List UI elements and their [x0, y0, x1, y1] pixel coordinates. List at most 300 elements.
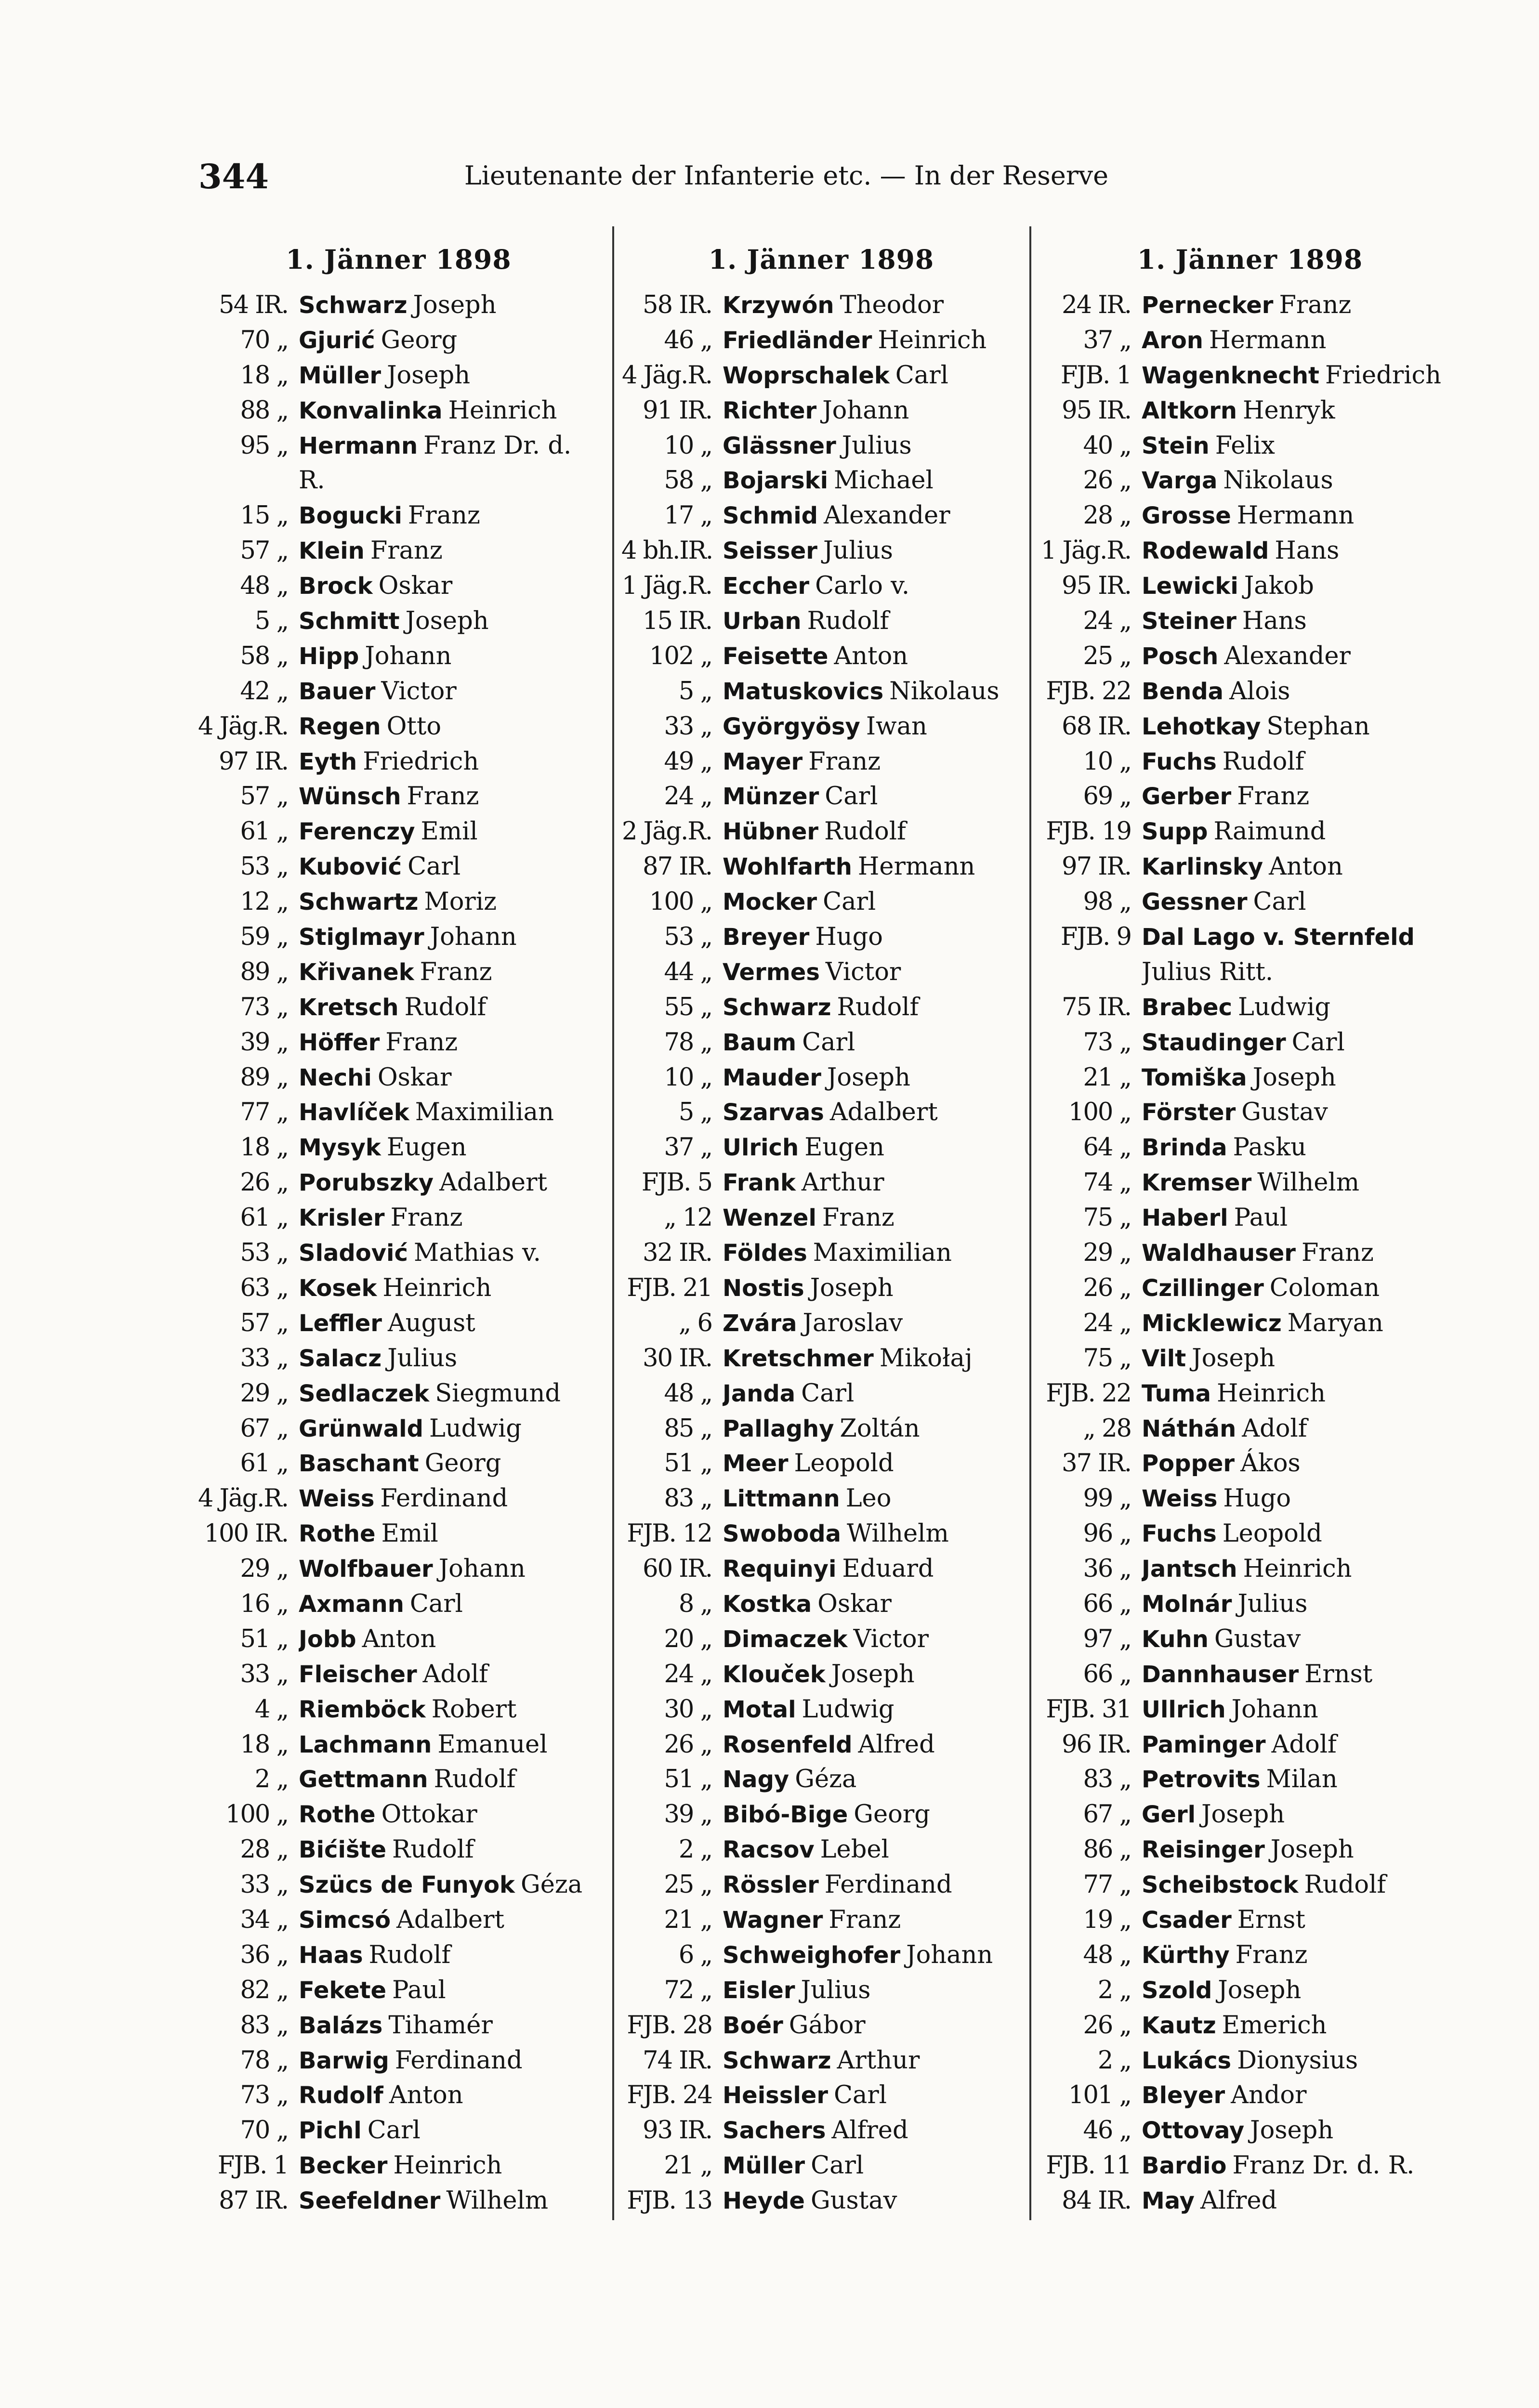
officer-name: [1142, 2113, 1460, 2148]
officer-name: [723, 1832, 1021, 1868]
surname: Bleyer: [1142, 2082, 1225, 2109]
list-item: [621, 1271, 1021, 1306]
officer-name: [1142, 498, 1460, 534]
given-name: Alfred: [831, 2116, 908, 2145]
given-name: Gustav: [810, 2186, 897, 2215]
surname: Kürthy: [1142, 1941, 1230, 1969]
list-item: [621, 1201, 1021, 1236]
surname: Gessner: [1142, 889, 1248, 916]
given-name: Rudolf: [1304, 1871, 1386, 1899]
officer-name: [299, 1938, 600, 1973]
given-name: Géza: [520, 1871, 583, 1899]
officer-name: [299, 850, 600, 885]
unit-label: FJB. 1: [1060, 361, 1131, 390]
officer-name: [1142, 1938, 1460, 1973]
list-item: [1040, 1271, 1460, 1306]
surname: Haas: [299, 1941, 363, 1969]
surname: Schmid: [723, 502, 818, 530]
given-name: Coloman: [1269, 1273, 1380, 1302]
officer-name: [299, 1446, 600, 1481]
surname: Haberl: [1142, 1204, 1228, 1232]
given-name: Anton: [362, 1624, 436, 1653]
list-item: [621, 2184, 1021, 2219]
given-name: Moriz: [424, 888, 497, 916]
given-name: Leopold: [794, 1449, 894, 1478]
officer-name: [299, 1868, 600, 1903]
officer-name: [299, 288, 600, 323]
officer-name: [1142, 358, 1460, 393]
given-name: Hugo: [815, 923, 883, 952]
given-name: Franz Dr. d.: [423, 431, 572, 460]
entry-list: [621, 288, 1021, 2219]
list-item: [1040, 2184, 1460, 2219]
surname: Barwig: [299, 2047, 389, 2074]
column-1: [197, 241, 600, 2230]
list-item: [1040, 393, 1460, 429]
officer-name: [723, 2148, 1021, 2184]
surname: Wagenknecht: [1142, 362, 1319, 389]
list-item: [1040, 1201, 1460, 1236]
given-name: Carl: [367, 2116, 421, 2145]
unit-label: 21 „: [664, 2151, 712, 2180]
officer-name: [299, 2043, 600, 2079]
given-name: Michael: [834, 466, 934, 495]
officer-name: [299, 358, 600, 393]
given-name: Carl: [823, 888, 876, 916]
surname: Wenzel: [723, 1204, 816, 1232]
unit-label: FJB. 1: [217, 2151, 288, 2180]
given-name: Victor: [825, 957, 901, 986]
unit-label: 29 „: [240, 1379, 288, 1408]
list-item: [1040, 498, 1460, 534]
surname: Gettmann: [299, 1766, 428, 1793]
officer-name: [723, 920, 1021, 955]
unit-label: 98 „: [1083, 888, 1131, 916]
list-item: [197, 814, 600, 850]
list-item: [197, 604, 600, 639]
officer-name: [299, 569, 600, 604]
given-name: Joseph: [413, 291, 497, 319]
unit-label: 77 „: [1083, 1871, 1131, 1899]
officer-name: [1142, 534, 1460, 569]
unit-label: 1 Jäg.R.: [1041, 537, 1131, 565]
list-item: [197, 1446, 600, 1481]
officer-name: [299, 2148, 600, 2184]
given-name: Wilhelm: [446, 2186, 549, 2215]
officer-name: [723, 1938, 1021, 1973]
surname: Wagner: [723, 1906, 823, 1934]
officer-name: [299, 1236, 600, 1271]
given-name: Joseph: [387, 361, 471, 390]
unit-label: 51 „: [240, 1624, 288, 1653]
surname: Schwarz: [723, 994, 831, 1021]
list-item: [621, 1762, 1021, 1797]
given-name: Victor: [853, 1624, 929, 1653]
surname: Altkorn: [1142, 397, 1237, 424]
list-item: [621, 955, 1021, 990]
surname: Wolfbauer: [299, 1556, 433, 1583]
given-name: Rudolf: [404, 993, 487, 1021]
officer-name: [723, 1341, 1021, 1376]
officer-name: [723, 1201, 1021, 1236]
officer-name: [299, 1341, 600, 1376]
officer-name: [723, 1587, 1021, 1622]
surname: Bogucki: [299, 502, 402, 530]
surname: Bibó-Bige: [723, 1801, 848, 1829]
list-item: [1040, 1060, 1460, 1096]
given-name: Wilhelm: [846, 1519, 949, 1548]
given-name: Jaroslav: [802, 1309, 903, 1337]
officer-name: [1142, 920, 1460, 955]
surname: Matuskovics: [723, 678, 884, 705]
officer-name: [1142, 1692, 1460, 1727]
unit-label: 51 „: [664, 1765, 712, 1794]
surname: Sladović: [299, 1240, 408, 1267]
unit-label: 88 „: [240, 396, 288, 425]
officer-name: [1142, 850, 1460, 885]
surname: Czillinger: [1142, 1274, 1264, 1302]
list-item: [197, 1692, 600, 1727]
officer-name: [723, 429, 1021, 464]
surname: Aron: [1142, 327, 1203, 354]
list-item: [1040, 885, 1460, 920]
surname: Fuchs: [1142, 748, 1217, 775]
given-name: Leo: [845, 1484, 892, 1513]
given-name: Ernst: [1304, 1660, 1373, 1688]
unit-label: 84 IR.: [1062, 2186, 1131, 2215]
unit-label: 34 „: [240, 1905, 288, 1934]
unit-label: FJB. 19: [1046, 817, 1131, 846]
unit-label: FJB. 31: [1046, 1695, 1131, 1724]
list-item: [197, 288, 600, 323]
given-name: Felix: [1215, 431, 1275, 460]
surname: Csader: [1142, 1906, 1232, 1934]
officer-name: [723, 1552, 1021, 1587]
list-item: [1040, 1832, 1460, 1868]
given-name: Ernst: [1237, 1905, 1305, 1934]
given-name: Theodor: [840, 291, 944, 319]
list-item: [621, 814, 1021, 850]
given-name: Julius: [1237, 1589, 1308, 1618]
list-item: [621, 850, 1021, 885]
surname: Klein: [299, 537, 365, 565]
unit-label: 100 „: [649, 888, 712, 916]
unit-label: 60 IR.: [643, 1555, 712, 1584]
surname: Kretsch: [299, 994, 399, 1021]
officer-name: [723, 885, 1021, 920]
list-item: [1040, 569, 1460, 604]
officer-name: [299, 1797, 600, 1832]
given-name: Rudolf: [1222, 747, 1304, 776]
given-name: Joseph: [1218, 1976, 1302, 2004]
surname: Motal: [723, 1696, 796, 1723]
list-item: [197, 920, 600, 955]
list-item: [1040, 1868, 1460, 1903]
officer-name: [299, 1271, 600, 1306]
list-item: [197, 1832, 600, 1868]
given-name: Friedrich: [1325, 361, 1441, 390]
list-item: [1040, 2148, 1460, 2184]
surname: Mysyk: [299, 1134, 381, 1162]
unit-label: „ 28: [1083, 1414, 1131, 1443]
surname: Müller: [723, 2152, 805, 2180]
given-name: Joseph: [405, 607, 489, 636]
surname: Eisler: [723, 1976, 795, 2004]
list-item: [621, 1446, 1021, 1481]
surname: Gerber: [1142, 783, 1232, 811]
list-item: [197, 779, 600, 814]
surname: Boér: [723, 2012, 783, 2039]
surname: Bardio: [1142, 2152, 1227, 2180]
given-name: Arthur: [801, 1168, 884, 1197]
surname: Ferenczy: [299, 818, 415, 846]
unit-label: 25 „: [1083, 641, 1131, 670]
list-item: [621, 1552, 1021, 1587]
unit-label: 57 „: [240, 782, 288, 811]
list-item: [1040, 1481, 1460, 1517]
unit-label: 61 „: [240, 817, 288, 846]
surname: Kremser: [1142, 1169, 1252, 1197]
given-name: Adalbert: [396, 1905, 504, 1934]
officer-name: [723, 2078, 1021, 2113]
officer-name: [299, 955, 600, 990]
given-name: Paul: [1234, 1204, 1288, 1232]
given-name: Joseph: [831, 1660, 915, 1688]
unit-label: 36 „: [1083, 1555, 1131, 1584]
surname: Kautz: [1142, 2012, 1216, 2039]
given-name: Eugen: [804, 1133, 884, 1162]
given-name: Alexander: [1224, 641, 1351, 670]
officer-name: [299, 990, 600, 1025]
unit-label: 26 „: [1083, 2011, 1131, 2040]
unit-label: 95 IR.: [1062, 572, 1131, 601]
list-item: [621, 2078, 1021, 2113]
unit-label: 4 Jäg.R.: [198, 712, 288, 741]
officer-name: [299, 604, 600, 639]
officer-name: [1142, 1236, 1460, 1271]
unit-label: 95 IR.: [1062, 396, 1131, 425]
given-name: Géza: [795, 1765, 857, 1794]
officer-name: [299, 674, 600, 709]
officer-name: [299, 779, 600, 814]
given-name: Johann: [438, 1555, 526, 1584]
list-item: [621, 639, 1021, 674]
unit-label: 46 „: [664, 326, 712, 354]
list-item: [1040, 1376, 1460, 1412]
list-item: [1040, 1938, 1460, 1973]
list-item: [1040, 1552, 1460, 1587]
surname: Mayer: [723, 748, 803, 775]
given-name: Georg: [854, 1800, 930, 1829]
surname: Weiss: [1142, 1485, 1218, 1513]
officer-name: [299, 814, 600, 850]
given-name: Eugen: [386, 1133, 467, 1162]
list-item: [621, 2008, 1021, 2043]
page-header: [0, 157, 1539, 200]
running-title: Lieutenante der Infanterie etc. — In der Reserve: [464, 160, 1109, 191]
surname: Ullrich: [1142, 1696, 1226, 1723]
list-item: [621, 2043, 1021, 2079]
surname: Bojarski: [723, 467, 829, 495]
list-item: [197, 1412, 600, 1447]
officer-name: [299, 1095, 600, 1130]
unit-label: FJB. 28: [627, 2011, 712, 2040]
officer-name: [723, 2184, 1021, 2219]
officer-name: [299, 1201, 600, 1236]
unit-label: 33 „: [240, 1871, 288, 1899]
unit-label: 21 „: [664, 1905, 712, 1934]
unit-label: 96 „: [1083, 1519, 1131, 1548]
given-name: Oskar: [377, 1063, 452, 1092]
given-name: Carl: [408, 852, 461, 881]
list-item: [197, 498, 600, 534]
list-item: [1040, 1657, 1460, 1692]
list-item: [621, 1587, 1021, 1622]
given-name: Franz: [1279, 291, 1352, 319]
officer-name: [299, 885, 600, 920]
officer-name: [723, 1095, 1021, 1130]
officer-name: [1142, 1868, 1460, 1903]
given-name: Alois: [1229, 677, 1290, 706]
given-name: Hermann: [857, 852, 975, 881]
list-item: [621, 1797, 1021, 1832]
surname: Woprschalek: [723, 362, 890, 389]
given-name: Adalbert: [829, 1098, 938, 1127]
unit-label: 37 IR.: [1062, 1449, 1131, 1478]
officer-name: [723, 1412, 1021, 1447]
officer-name: [299, 498, 600, 534]
given-name: Rudolf: [807, 607, 889, 636]
list-item: [621, 709, 1021, 745]
unit-label: [1040, 955, 1142, 990]
list-item: [621, 1130, 1021, 1165]
unit-label: 40 „: [1083, 431, 1131, 460]
unit-label: 72 „: [664, 1976, 712, 2004]
surname: Salacz: [299, 1345, 382, 1372]
list-item: [1040, 358, 1460, 393]
entry-list: [1040, 288, 1460, 2219]
surname: Hübner: [723, 818, 819, 846]
surname: Karlinsky: [1142, 853, 1263, 881]
given-name: Ludwig: [802, 1695, 894, 1724]
unit-label: 57 „: [240, 537, 288, 565]
list-item: [1040, 709, 1460, 745]
unit-label: 95 „: [240, 431, 288, 460]
list-item: [621, 1517, 1021, 1552]
officer-name: [299, 323, 600, 358]
list-item: [621, 569, 1021, 604]
given-name: Iwan: [866, 712, 927, 741]
list-item: [1040, 2078, 1460, 2113]
surname: Richter: [723, 397, 817, 424]
given-name: Maryan: [1287, 1309, 1383, 1337]
list-item: [1040, 955, 1460, 990]
unit-label: 100 „: [1068, 1098, 1131, 1127]
list-item: [1040, 1622, 1460, 1657]
unit-label: 18 „: [240, 361, 288, 390]
given-name: Anton: [834, 641, 908, 670]
officer-name: [299, 1622, 600, 1657]
given-name: Ottokar: [381, 1800, 477, 1829]
unit-label: 10 „: [1083, 747, 1131, 776]
list-item: [197, 323, 600, 358]
list-item: [621, 498, 1021, 534]
unit-label: „ 12: [664, 1204, 712, 1232]
officer-name: [1142, 1412, 1460, 1447]
unit-label: 5 „: [254, 607, 288, 636]
given-name: Heinrich: [382, 1273, 492, 1302]
surname: Popper: [1142, 1450, 1235, 1478]
officer-name: [1142, 1903, 1460, 1938]
list-item: [1040, 814, 1460, 850]
officer-name: [723, 709, 1021, 745]
list-item: [621, 2113, 1021, 2148]
surname: Brock: [299, 573, 373, 600]
entry-list: [197, 288, 600, 2219]
unit-label: 2 Jäg.R.: [622, 817, 712, 846]
list-item: [197, 393, 600, 429]
officer-name: [299, 2184, 600, 2219]
officer-name: [299, 1165, 600, 1201]
surname: Křivanek: [299, 958, 414, 986]
officer-name: [1142, 1446, 1460, 1481]
list-item: [1040, 674, 1460, 709]
officer-name: [723, 814, 1021, 850]
officer-name: [723, 569, 1021, 604]
list-item: [1040, 639, 1460, 674]
officer-name: [723, 1236, 1021, 1271]
unit-label: 39 „: [664, 1800, 712, 1829]
surname: Mauder: [723, 1064, 821, 1091]
officer-name: [723, 1973, 1021, 2008]
surname: Náthán: [1142, 1415, 1236, 1442]
given-name: Adolf: [1271, 1730, 1337, 1759]
unit-label: 55 „: [664, 993, 712, 1021]
unit-label: 36 „: [240, 1940, 288, 1969]
officer-name: [1142, 1587, 1460, 1622]
given-name: Johann: [906, 1940, 993, 1969]
unit-label: 24 „: [664, 1660, 712, 1688]
unit-label: 33 „: [664, 712, 712, 741]
given-name: Ferdinand: [824, 1871, 952, 1899]
officer-name: [1142, 2008, 1460, 2043]
unit-label: 89 „: [240, 1063, 288, 1092]
unit-label: 61 „: [240, 1449, 288, 1478]
surname: Krisler: [299, 1204, 385, 1232]
officer-name: [723, 1271, 1021, 1306]
unit-label: FJB. 12: [627, 1519, 712, 1548]
unit-label: 48 „: [1083, 1940, 1131, 1969]
unit-label: 15 „: [240, 501, 288, 530]
unit-label: 68 IR.: [1062, 712, 1131, 741]
list-item: [621, 2148, 1021, 2184]
unit-label: 15 IR.: [643, 607, 712, 636]
officer-name: [723, 2113, 1021, 2148]
unit-label: 48 „: [664, 1379, 712, 1408]
surname: Gerl: [1142, 1801, 1196, 1829]
given-name: Mikołaj: [879, 1344, 973, 1373]
unit-label: 87 IR.: [643, 852, 712, 881]
officer-name: [1142, 429, 1460, 464]
unit-label: 8 „: [678, 1589, 712, 1618]
officer-name: [299, 1903, 600, 1938]
unit-label: 101 „: [1068, 2081, 1131, 2110]
unit-label: 26 „: [664, 1730, 712, 1759]
list-item: [621, 1727, 1021, 1763]
list-item: [1040, 429, 1460, 464]
unit-label: 97 IR.: [1062, 852, 1131, 881]
surname: Seisser: [723, 537, 817, 565]
